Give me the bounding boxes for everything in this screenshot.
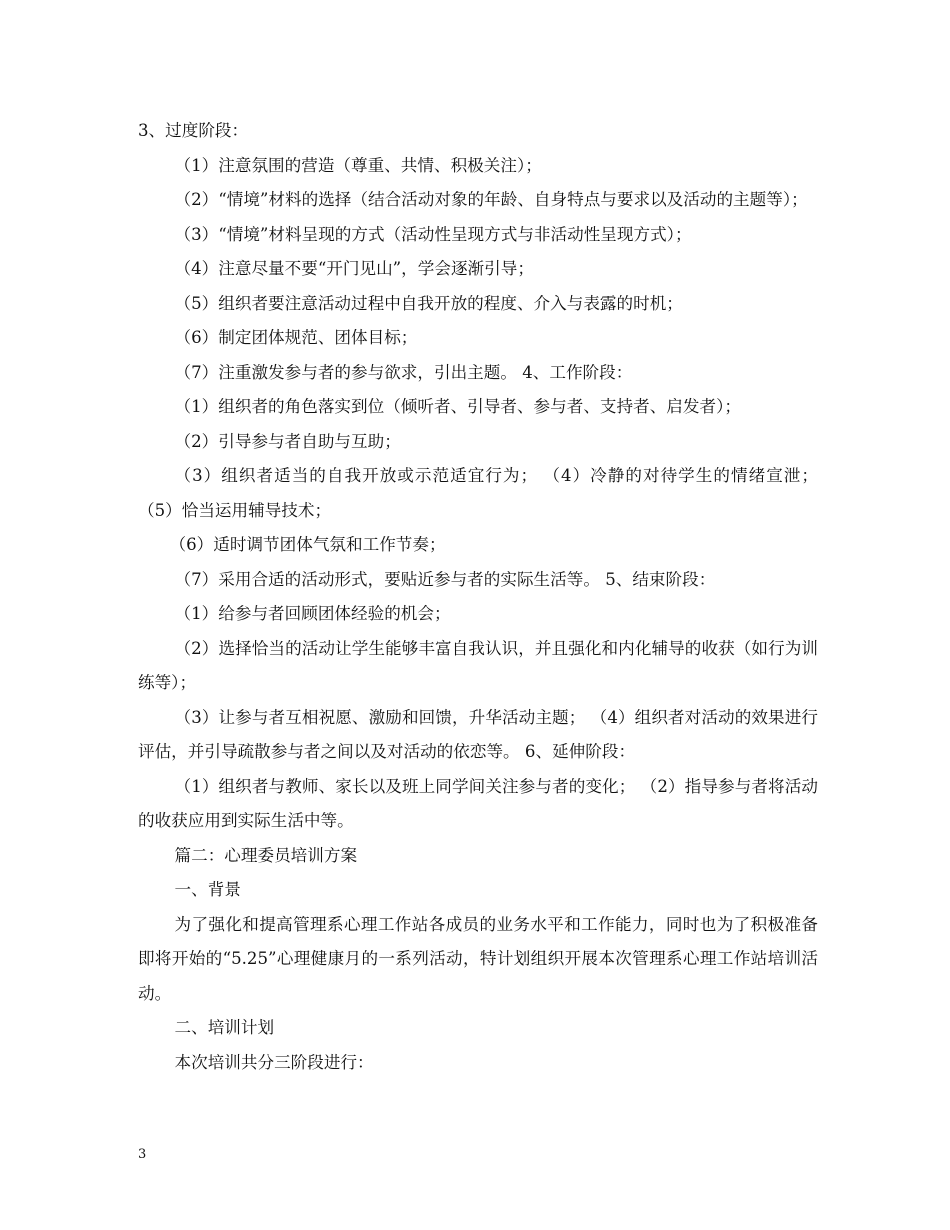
paragraph: （3）组织者适当的自我开放或示范适宜行为； （4）冷静的对待学生的情绪宣泄； （5）恰当运用辅导技术；	[138, 466, 818, 520]
paragraph: （7）采用合适的活动形式，要贴近参与者的实际生活等。 5、结束阶段：	[174, 569, 716, 589]
section-heading-training-plan: 二、培训计划	[174, 1018, 275, 1037]
paragraph: （6）适时调节团体气氛和工作节奏；	[169, 535, 446, 554]
paragraph: （5）组织者要注意活动过程中自我开放的程度、介入与表露的时机；	[174, 293, 683, 313]
paragraph: （6）制定团体规范、团体目标；	[174, 328, 418, 347]
paragraph: （2）选择恰当的活动让学生能够丰富自我认识，并且强化和内化辅导的收获（如行为训练等）；	[138, 638, 818, 692]
paragraph: 为了强化和提高管理系心理工作站各成员的业务水平和工作能力，同时也为了积极准备即将开始的“5.25”心理健康月的一系列活动，特计划组织开展本次管理系心理工作站培训活动。	[138, 914, 818, 1003]
paragraph: （1）注意氛围的营造（尊重、共情、积极关注）；	[174, 155, 542, 175]
paragraph: （7）注重激发参与者的参与欲求，引出主题。 4、工作阶段：	[174, 362, 633, 382]
paragraph: 本次培训共分三阶段进行：	[174, 1052, 374, 1072]
paragraph: （4）注意尽量不要“开门见山”，学会逐渐引导；	[174, 259, 534, 278]
paragraph: （3）“情境”材料呈现的方式（活动性呈现方式与非活动性呈现方式）；	[174, 224, 692, 244]
paragraph: （3）让参与者互相祝愿、激励和回馈，升华活动主题； （4）组织者对活动的效果进行评估，并引导疏散参与者之间以及对活动的依恋等。 6、延伸阶段：	[138, 707, 818, 761]
heading-transition-stage: 3、过度阶段：	[138, 121, 249, 140]
paragraph: （2）引导参与者自助与互助；	[174, 431, 401, 451]
section-title-part-two: 篇二：心理委员培训方案	[174, 845, 358, 865]
page-number: 3	[138, 1147, 147, 1162]
paragraph: （1）给参与者回顾团体经验的机会；	[174, 604, 451, 623]
paragraph: （1）组织者的角色落实到位（倾听者、引导者、参与者、支持者、启发者）；	[174, 397, 741, 416]
paragraph: （2）“情境”材料的选择（结合活动对象的年龄、自身特点与要求以及活动的主题等）；	[174, 190, 808, 209]
paragraph: （1）组织者与教师、家长以及班上同学间关注参与者的变化； （2）指导参与者将活动的收获应用到实际生活中等。	[138, 776, 818, 830]
section-heading-background: 一、背景	[174, 880, 241, 899]
document-body	[138, 114, 818, 1080]
